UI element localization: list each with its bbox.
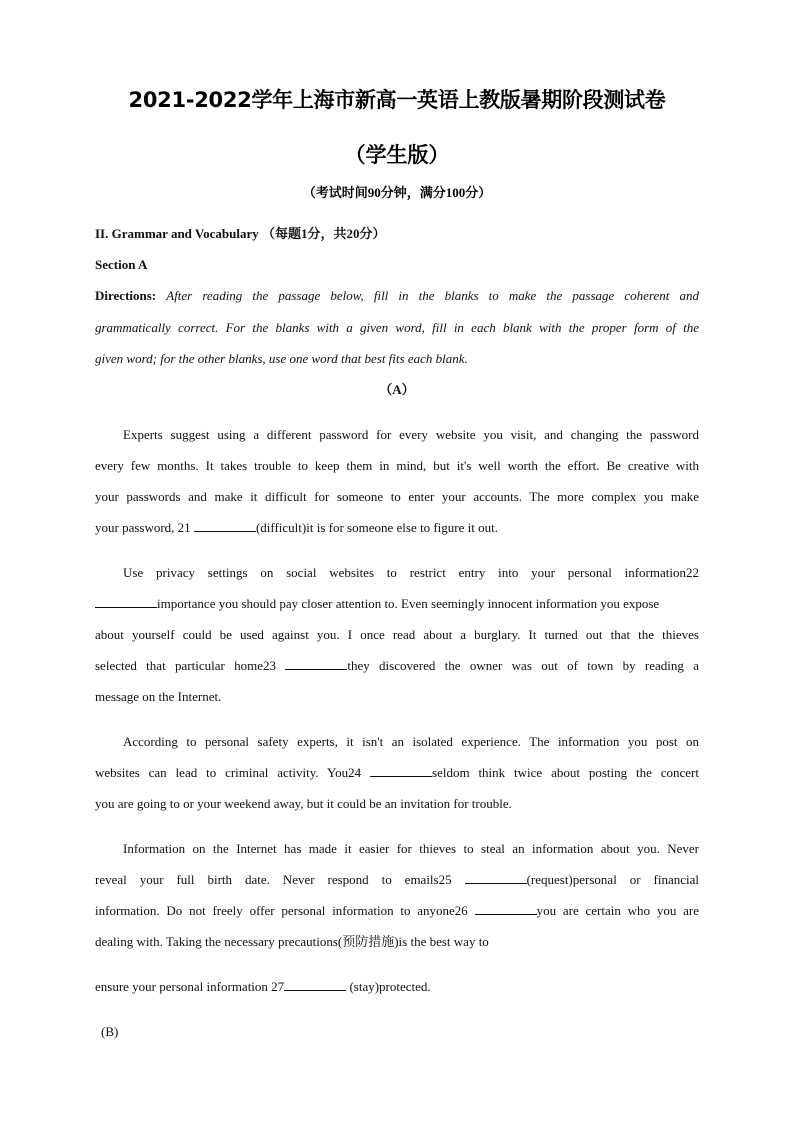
p3-line-1: According to personal safety experts, it isn't an isolated experience. The information you post on [123,734,699,749]
p3-line-3: you are going to or your weekend away, but it could be an invitation for trouble. [95,796,512,811]
p1-line-4-end: (difficult)it is for someone else to figure it out. [255,520,498,535]
directions-line-1 [95,288,699,304]
blank-25[interactable] [465,872,527,884]
blank-23[interactable] [285,658,347,670]
p4-line-5-start: ensure your personal information 27 [95,979,285,994]
section-heading: II. Grammar and Vocabulary （每题1分，共20分） [95,226,386,241]
p2-line-4-start: selected that particular home23 [95,658,286,673]
blank-24[interactable] [370,765,432,777]
p4-line-2 [95,872,699,888]
p2-line-1: Use privacy settings on social websites to restrict entry into your personal information22 [123,565,699,580]
p4-line-1: Information on the Internet has made it easier for thieves to steal an information about you. Never [123,841,699,856]
p4-line-2-start: reveal your full birth date. Never respond to emails25 [95,872,465,887]
p4-line-3 [95,903,699,919]
p2-line-5: message on the Internet. [95,689,222,704]
passage-label: （A） [379,382,415,397]
next-passage-label: (B) [101,1024,119,1039]
p1-line-4-start: your password, 21 [95,520,194,535]
directions-label: Directions: [95,288,157,303]
p2-line-4-end: they discovered the owner was out of town by reading a [347,658,699,673]
p4-line-3-end: you are certain who you are [536,903,699,918]
directions-text-1: After reading the passage below, fill in the blanks to make the passage coherent and [166,288,699,303]
p2-line-3: about yourself could be used against you. I once read about a burglary. It turned out that the thieves [95,627,699,642]
p1-line-3: your passwords and make it difficult for someone to enter your accounts. The more complex you make [95,489,699,504]
p1-line-2: every few months. It takes trouble to keep them in mind, but it's well worth the effort. Be creative with [95,458,699,473]
p4-line-5-end: (stay)protected. [346,979,431,994]
p4-line-5 [95,979,699,995]
section-part: Section A [95,257,148,272]
p4-line-3-start: information. Do not freely offer personal information to anyone26 [95,903,475,918]
p2-line-2-end: importance you should pay closer attention to. Even seemingly innocent information you expose [157,596,660,611]
blank-26[interactable] [475,903,537,915]
directions-line-3: given word; for the other blanks, use one word that best fits each blank. [95,351,468,366]
exam-title: 2021-2022学年上海市新高一英语上教版暑期阶段测试卷 [128,88,666,112]
p3-line-2 [95,765,699,781]
exam-subtitle: （学生版） [344,143,450,167]
directions-line-2: grammatically correct. For the blanks with a given word, fill in each blank with the proper form of the [95,320,699,335]
p4-line-2-end: (request)personal or financial [526,872,699,887]
blank-27[interactable] [284,979,346,991]
p2-line-2 [95,596,699,612]
p1-line-4 [95,520,699,536]
blank-21[interactable] [194,520,256,532]
exam-info: （考试时间90分钟，满分100分） [302,185,492,200]
p2-line-4 [95,658,699,674]
p3-line-2-end: seldom think twice about posting the concert [432,765,699,780]
p1-line-1: Experts suggest using a different password for every website you visit, and changing the password [123,427,699,442]
p3-line-2-start: websites can lead to criminal activity. You24 [95,765,371,780]
blank-22[interactable] [95,596,157,608]
p4-line-4: dealing with. Taking the necessary precautions(预防措施)is the best way to [95,934,489,949]
